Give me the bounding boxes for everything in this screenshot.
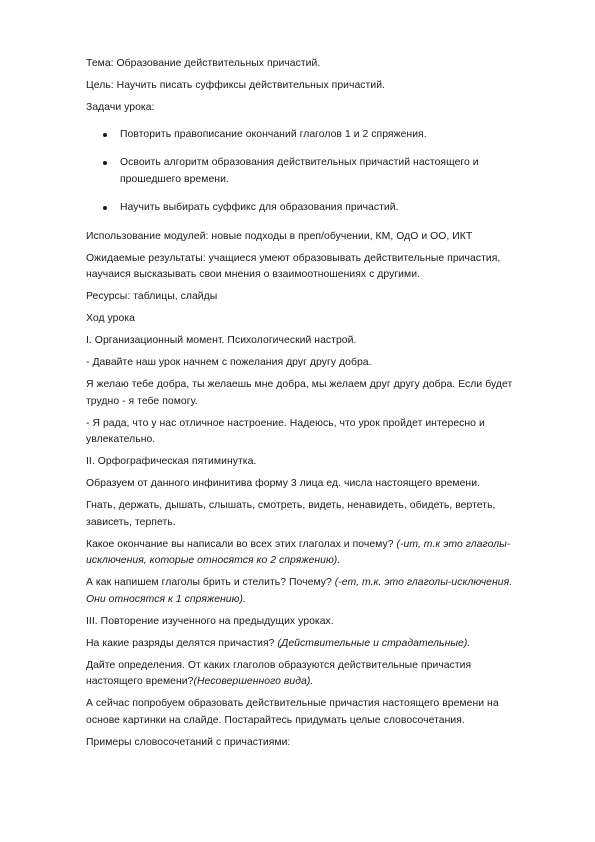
wishes-text: Я желаю тебе добра, ты желаешь мне добра, мы желаем друг другу добра. Если будет трудно - я тебе помогу.	[86, 379, 513, 407]
form-task: Образуем от данного инфинитива форму 3 лица ед. числа настоящего времени.	[86, 478, 481, 489]
examples-heading: Примеры словосочетаний с причастиями:	[86, 736, 291, 748]
bullet-icon	[103, 161, 107, 165]
question-1	[86, 537, 526, 570]
question-4	[86, 658, 526, 691]
task-text: Повторить правописание окончаний глаголов 1 и 2 спряжения.	[120, 128, 427, 140]
slide-task: А сейчас попробуем образовать действительные причастия настоящего времени на основе картинки на слайде. Постарайтесь придумать целые словосочетания.	[86, 698, 499, 726]
results-text: Ожидаемые результаты: учащиеся умеют образовывать действительные причастия, научаися высказывать свои мнения о взаимоотношениях с другими.	[86, 252, 501, 280]
list-item	[86, 200, 526, 217]
task-text: Научить выбирать суффикс для образования причастий.	[120, 202, 399, 213]
answer-text: (-ет, т.к. это глаголы-исключения. Они относятся к 1 спряжению).	[86, 577, 513, 605]
bullet-icon	[103, 206, 107, 210]
lesson-flow-heading: Ход урока	[86, 313, 135, 324]
task-text: Освоить алгоритм образования действительных причастий настоящего и прошедшего времени.	[120, 157, 479, 185]
list-item	[86, 155, 526, 188]
question-text: Дайте определения. От каких глаголов образуются действительные причастия настоящего времени?	[86, 659, 472, 687]
stage-1-heading: I. Организационный момент. Психологический настрой.	[86, 335, 357, 346]
mood-text: - Я рада, что у нас отличное настроение. Надеюсь, что урок пройдет интересно и увлекательно.	[86, 417, 485, 445]
answer-text: (Несовершенного вида).	[193, 676, 314, 687]
verbs-list: Гнать, держать, дышать, слышать, смотреть, видеть, ненавидеть, обидеть, вертеть, зависеть, терпеть.	[86, 500, 496, 528]
lesson-topic: Тема: Образование действительных причастий.	[86, 58, 321, 69]
answer-text: (Действительные и страдательные).	[277, 637, 471, 649]
wishes-intro: - Давайте наш урок начнем с пожелания друг другу добра.	[86, 357, 372, 368]
resources-text: Ресурсы: таблицы, слайды	[86, 291, 218, 302]
tasks-heading: Задачи урока:	[86, 102, 155, 113]
document-page	[86, 56, 526, 757]
stage-2-heading: II. Орфографическая пятиминутка.	[86, 456, 257, 467]
lesson-goal: Цель: Научить писать суффиксы действительных причастий.	[86, 80, 385, 91]
modules-text: Использование модулей: новые подходы в преп/обучении, КМ, ОдО и ОО, ИКТ	[86, 230, 473, 242]
question-text: Какое окончание вы написали во всех этих глаголах и почему?	[86, 538, 397, 550]
stage-3-heading: III. Повторение изученного на предыдущих уроках.	[86, 615, 334, 627]
question-2	[86, 575, 526, 608]
question-text: А как напишем глаголы брить и стелить? Почему?	[86, 577, 335, 588]
question-3	[86, 636, 526, 653]
list-item	[86, 127, 526, 144]
tasks-list	[86, 127, 526, 217]
question-text: На какие разряды делятся причастия?	[86, 637, 278, 649]
answer-text: (-ит, т.к это глаголы-исключения, которые относятся ко 2 спряжению).	[86, 538, 511, 566]
bullet-icon	[103, 133, 107, 137]
